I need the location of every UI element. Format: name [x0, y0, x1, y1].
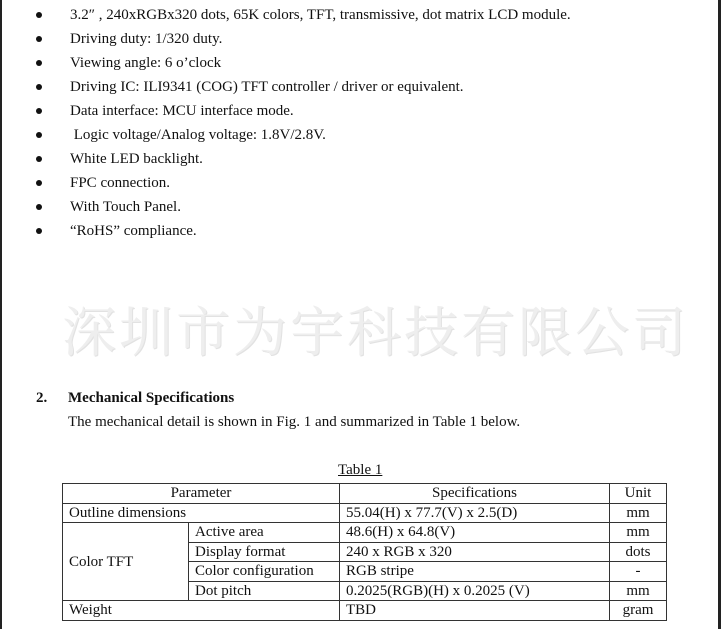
header-parameter: Parameter	[63, 484, 340, 504]
param-cell: Color configuration	[189, 562, 340, 582]
table-row	[63, 601, 667, 621]
spec-cell: RGB stripe	[340, 562, 610, 582]
table-row	[63, 503, 667, 523]
bullet-icon	[36, 36, 42, 42]
table-row	[63, 523, 667, 543]
param-cell: Weight	[63, 601, 340, 621]
mechanical-spec-table	[62, 483, 667, 621]
spec-cell: TBD	[340, 601, 610, 621]
unit-cell: gram	[610, 601, 667, 621]
spec-cell: 240 x RGB x 320	[340, 542, 610, 562]
param-cell: Outline dimensions	[63, 503, 340, 523]
unit-cell: mm	[610, 581, 667, 601]
unit-cell: mm	[610, 503, 667, 523]
section-description: The mechanical detail is shown in Fig. 1 and summarized in Table 1 below.	[68, 414, 521, 430]
bullet-icon	[36, 108, 42, 114]
section-title: Mechanical Specifications	[68, 390, 235, 406]
bullet-icon	[36, 132, 42, 138]
spec-cell: 48.6(H) x 64.8(V)	[340, 523, 610, 543]
bullet-icon	[36, 12, 42, 18]
company-watermark: 深圳市为宇科技有限公司	[62, 301, 689, 364]
page-border-right	[718, 0, 721, 629]
header-unit: Unit	[610, 484, 667, 504]
bullet-icon	[36, 204, 42, 210]
table-caption: Table 1	[338, 462, 383, 478]
unit-cell: -	[610, 562, 667, 582]
section-number: 2.	[36, 390, 48, 406]
group-cell: Color TFT	[63, 523, 189, 601]
table-header-row	[63, 484, 667, 504]
param-cell: Display format	[189, 542, 340, 562]
bullet-icon	[36, 84, 42, 90]
unit-cell: mm	[610, 523, 667, 543]
spec-cell: 0.2025(RGB)(H) x 0.2025 (V)	[340, 581, 610, 601]
spec-cell: 55.04(H) x 77.7(V) x 2.5(D)	[340, 503, 610, 523]
bullet-icon	[36, 60, 42, 66]
bullet-icon	[36, 228, 42, 234]
bullet-icon	[36, 180, 42, 186]
bullet-icon	[36, 156, 42, 162]
page-border-left	[0, 0, 2, 629]
param-cell: Dot pitch	[189, 581, 340, 601]
header-specifications: Specifications	[340, 484, 610, 504]
unit-cell: dots	[610, 542, 667, 562]
param-cell: Active area	[189, 523, 340, 543]
